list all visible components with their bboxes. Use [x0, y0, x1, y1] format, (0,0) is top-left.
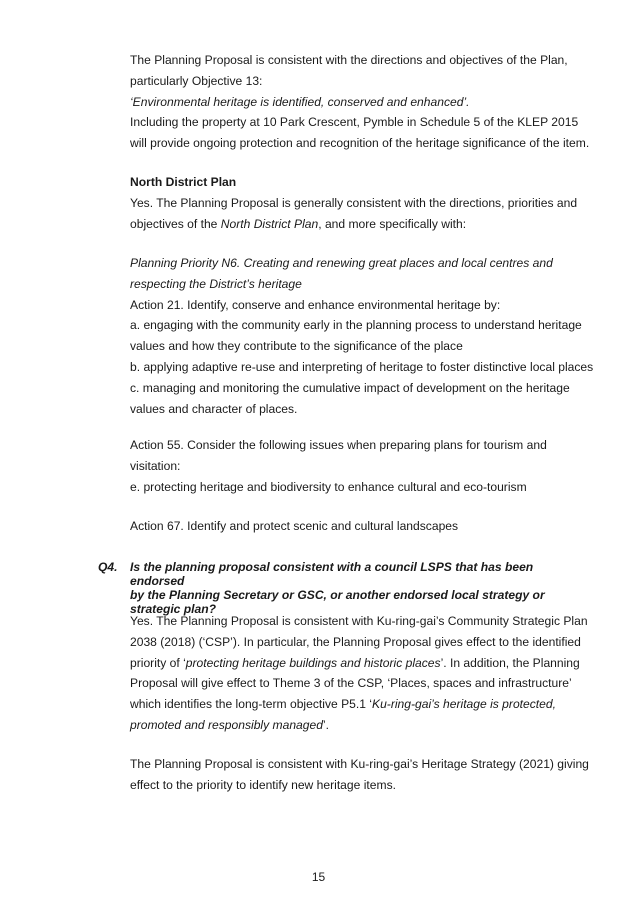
text-line: values and how they contribute to the significance of the place [130, 339, 463, 354]
text-line: will provide ongoing protection and recognition of the heritage significance of the item. [130, 136, 590, 151]
text-run: priority of ‘ [130, 655, 186, 670]
text-line: 2038 (2018) (‘CSP’). In particular, the Planning Proposal gives effect to the identified [130, 634, 581, 649]
text-line: particularly Objective 13: [130, 73, 263, 88]
text-line: effect to the priority to identify new heritage items. [130, 777, 396, 792]
csp-answer-paragraph [130, 611, 600, 736]
page-number: 15 [311, 870, 326, 884]
question-line: by the Planning Secretary or GSC, or another endorsed local strategy or [130, 588, 545, 602]
text-line: Action 55. Consider the following issues when preparing plans for tourism and [130, 438, 547, 452]
text-line: values and character of places. [130, 401, 298, 416]
planning-priority-section [130, 253, 600, 419]
priority-title: Planning Priority N6. Creating and renewing great places and local centres and [130, 256, 553, 270]
text-line [130, 694, 600, 715]
plan-title: North District Plan [220, 216, 319, 231]
text-line [130, 214, 600, 235]
text-run: objectives of the [130, 216, 221, 231]
text-line [130, 715, 600, 736]
quoted-priority: protecting heritage buildings and historic places [185, 655, 441, 670]
plan-consistency-paragraph [130, 50, 600, 154]
question-line: strategic plan? [130, 602, 217, 616]
north-district-plan-section [130, 172, 600, 234]
section-heading: North District Plan [130, 175, 237, 189]
text-line: Including the property at 10 Park Crescent, Pymble in Schedule 5 of the KLEP 2015 [130, 115, 579, 130]
objective-quote: ‘Environmental heritage is identified, conserved and enhanced’. [130, 94, 470, 109]
text-line: c. managing and monitoring the cumulative impact of development on the heritage [130, 380, 570, 395]
text-run: ’. In addition, the Planning [440, 655, 580, 670]
text-line: a. engaging with the community early in the planning process to understand heritage [130, 318, 582, 333]
text-line: visitation: [130, 458, 181, 473]
action-67-section [130, 516, 600, 537]
quoted-objective: Ku-ring-gai’s heritage is protected, [372, 697, 556, 712]
action-55-section [130, 435, 600, 497]
text-line: Yes. The Planning Proposal is consistent with Ku-ring-gai’s Community Strategic Plan [130, 614, 588, 628]
text-line: b. applying adaptive re-use and interpreting of heritage to foster distinctive local places [130, 359, 594, 374]
text-line: The Planning Proposal is consistent with Ku-ring-gai’s Heritage Strategy (2021) giving [130, 757, 589, 771]
quoted-objective: promoted and responsibly managed [130, 717, 323, 732]
text-run: ’. [322, 717, 329, 732]
text-line: Yes. The Planning Proposal is generally consistent with the directions, priorities and [130, 195, 578, 210]
text-line: The Planning Proposal is consistent with the directions and objectives of the Plan, [130, 53, 568, 67]
text-line [130, 653, 600, 674]
text-line: e. protecting heritage and biodiversity to enhance cultural and eco-tourism [130, 479, 527, 494]
text-line: Proposal will give effect to Theme 3 of the CSP, ‘Places, spaces and infrastructure’ [130, 676, 572, 691]
text-line: Action 67. Identify and protect scenic and cultural landscapes [130, 519, 459, 533]
question-label: Q4. [98, 560, 118, 574]
question-line: Is the planning proposal consistent with a council LSPS that has been endorsed [130, 560, 534, 588]
text-run: which identifies the long-term objective P5.1 ‘ [130, 697, 372, 712]
priority-title: respecting the District’s heritage [130, 276, 302, 291]
heritage-strategy-paragraph [130, 754, 600, 796]
text-run: , and more specifically with: [318, 216, 467, 231]
question-text [130, 560, 590, 616]
text-line: Action 21. Identify, conserve and enhance environmental heritage by: [130, 297, 501, 312]
